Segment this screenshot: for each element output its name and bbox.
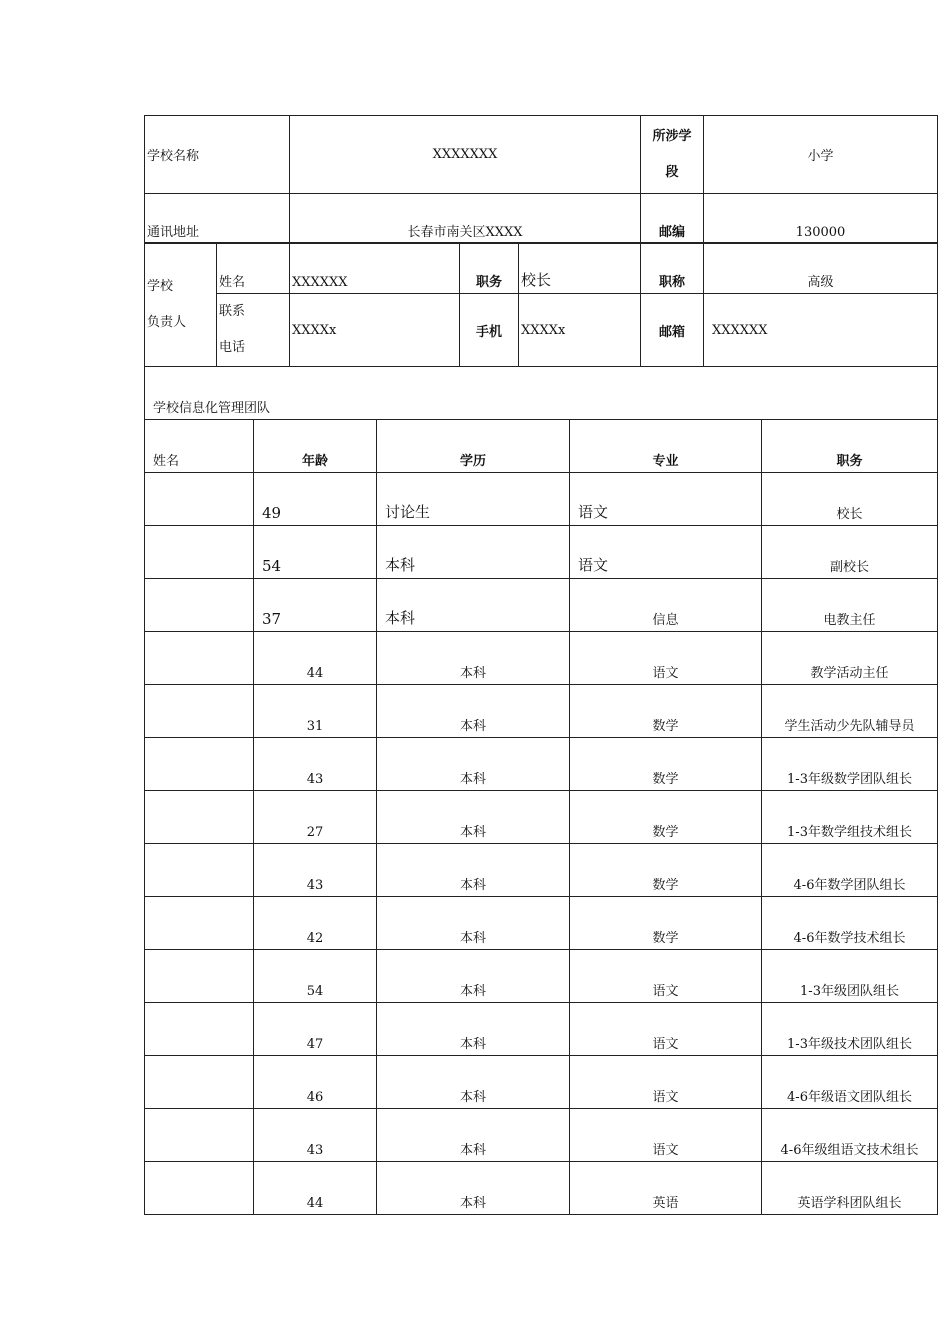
address-value: 长春市南关区XXXX	[290, 194, 641, 244]
team-cell-edu: 本科	[377, 1109, 570, 1162]
team-cell-edu: 本科	[377, 897, 570, 950]
team-row	[145, 579, 938, 632]
team-cell-age: 49	[254, 473, 377, 526]
team-rows	[145, 473, 938, 1215]
team-row	[145, 632, 938, 685]
principal-label-line1: 学校	[147, 278, 174, 294]
team-cell-edu: 本科	[377, 1162, 570, 1215]
team-row	[145, 1056, 938, 1109]
school-info-block	[144, 115, 937, 244]
phone-label-line1: 联系	[219, 304, 246, 319]
school-name-value: XXXXXXX	[290, 116, 641, 194]
team-cell-age: 27	[254, 791, 377, 844]
team-cell-age: 46	[254, 1056, 377, 1109]
team-row	[145, 1003, 938, 1056]
team-cell-edu: 本科	[377, 791, 570, 844]
team-cell-name	[145, 1109, 254, 1162]
principal-position-value: 校长	[519, 243, 641, 294]
team-cell-edu: 本科	[377, 632, 570, 685]
team-row	[145, 473, 938, 526]
team-cell-role: 学生活动少先队辅导员	[762, 685, 938, 738]
team-cell-edu: 讨论生	[377, 473, 570, 526]
postcode-label: 邮编	[641, 194, 704, 244]
principal-label	[145, 243, 217, 367]
team-cell-age: 42	[254, 897, 377, 950]
mobile-label: 手机	[460, 294, 519, 367]
team-cell-major: 数学	[570, 685, 762, 738]
team-cell-age: 54	[254, 526, 377, 579]
principal-title-value: 高级	[704, 243, 938, 294]
principal-position-label: 职务	[460, 243, 519, 294]
team-cell-major: 语文	[570, 1109, 762, 1162]
team-cell-major: 语文	[570, 473, 762, 526]
team-cell-role: 教学活动主任	[762, 632, 938, 685]
team-cell-name	[145, 526, 254, 579]
team-cell-major: 数学	[570, 738, 762, 791]
team-cell-name	[145, 579, 254, 632]
team-row	[145, 685, 938, 738]
team-row	[145, 791, 938, 844]
team-cell-major: 数学	[570, 897, 762, 950]
team-cell-age: 37	[254, 579, 377, 632]
school-stage-label: 所涉学段	[641, 116, 704, 194]
team-cell-role: 4-6年级语文团队组长	[762, 1056, 938, 1109]
team-header-edu: 学历	[377, 420, 570, 473]
team-cell-edu: 本科	[377, 526, 570, 579]
school-name-label: 学校名称	[145, 116, 290, 194]
team-cell-name	[145, 897, 254, 950]
team-cell-major: 英语	[570, 1162, 762, 1215]
phone-label	[217, 294, 290, 367]
team-row	[145, 950, 938, 1003]
team-cell-age: 31	[254, 685, 377, 738]
team-cell-edu: 本科	[377, 738, 570, 791]
school-stage-value: 小学	[704, 116, 938, 194]
team-cell-age: 43	[254, 844, 377, 897]
team-table	[144, 366, 938, 1215]
team-cell-role: 1-3年级技术团队组长	[762, 1003, 938, 1056]
team-cell-edu: 本科	[377, 950, 570, 1003]
principal-title-label: 职称	[641, 243, 704, 294]
team-cell-edu: 本科	[377, 844, 570, 897]
team-cell-name	[145, 791, 254, 844]
team-block	[144, 366, 937, 1215]
team-cell-name	[145, 844, 254, 897]
team-header-age: 年龄	[254, 420, 377, 473]
team-cell-role: 1-3年级数学团队组长	[762, 738, 938, 791]
email-value: XXXXXX	[704, 294, 938, 367]
team-cell-role: 4-6年数学技术组长	[762, 897, 938, 950]
team-cell-major: 语文	[570, 1003, 762, 1056]
team-row	[145, 738, 938, 791]
team-row	[145, 1109, 938, 1162]
team-cell-age: 47	[254, 1003, 377, 1056]
team-row	[145, 897, 938, 950]
team-cell-name	[145, 1056, 254, 1109]
team-header-name: 姓名	[145, 420, 254, 473]
postcode-value: 130000	[704, 194, 938, 244]
mobile-value: XXXXx	[519, 294, 641, 367]
principal-table	[144, 242, 938, 367]
team-cell-age: 43	[254, 738, 377, 791]
team-cell-name	[145, 473, 254, 526]
team-cell-name	[145, 738, 254, 791]
team-cell-role: 1-3年级团队组长	[762, 950, 938, 1003]
team-cell-edu: 本科	[377, 1056, 570, 1109]
phone-value: XXXXx	[290, 294, 460, 367]
team-cell-edu: 本科	[377, 579, 570, 632]
team-cell-role: 1-3年数学组技术组长	[762, 791, 938, 844]
team-cell-major: 语文	[570, 950, 762, 1003]
team-row	[145, 1162, 938, 1215]
team-header-major: 专业	[570, 420, 762, 473]
team-cell-age: 44	[254, 1162, 377, 1215]
team-header-role: 职务	[762, 420, 938, 473]
team-cell-major: 数学	[570, 791, 762, 844]
team-cell-edu: 本科	[377, 1003, 570, 1056]
team-cell-role: 副校长	[762, 526, 938, 579]
team-cell-role: 4-6年级组语文技术组长	[762, 1109, 938, 1162]
address-label: 通讯地址	[145, 194, 290, 244]
email-label: 邮箱	[641, 294, 704, 367]
team-cell-age: 44	[254, 632, 377, 685]
team-cell-age: 54	[254, 950, 377, 1003]
team-cell-major: 语文	[570, 1056, 762, 1109]
team-cell-major: 语文	[570, 526, 762, 579]
team-cell-name	[145, 1162, 254, 1215]
team-cell-name	[145, 950, 254, 1003]
team-cell-role: 校长	[762, 473, 938, 526]
team-cell-name	[145, 632, 254, 685]
principal-block	[144, 242, 937, 367]
team-cell-name	[145, 1003, 254, 1056]
team-cell-role: 4-6年数学团队组长	[762, 844, 938, 897]
team-cell-role: 电教主任	[762, 579, 938, 632]
principal-name-value: XXXXXX	[290, 243, 460, 294]
team-cell-name	[145, 685, 254, 738]
team-cell-role: 英语学科团队组长	[762, 1162, 938, 1215]
team-cell-age: 43	[254, 1109, 377, 1162]
team-cell-major: 数学	[570, 844, 762, 897]
team-cell-major: 语文	[570, 632, 762, 685]
team-row	[145, 526, 938, 579]
phone-label-line2: 电话	[219, 340, 246, 355]
team-section-title: 学校信息化管理团队	[145, 367, 938, 420]
team-cell-edu: 本科	[377, 685, 570, 738]
team-cell-major: 信息	[570, 579, 762, 632]
school-info-table	[144, 115, 938, 244]
team-row	[145, 844, 938, 897]
principal-label-line2: 负责人	[147, 314, 187, 330]
principal-name-label: 姓名	[217, 243, 290, 294]
